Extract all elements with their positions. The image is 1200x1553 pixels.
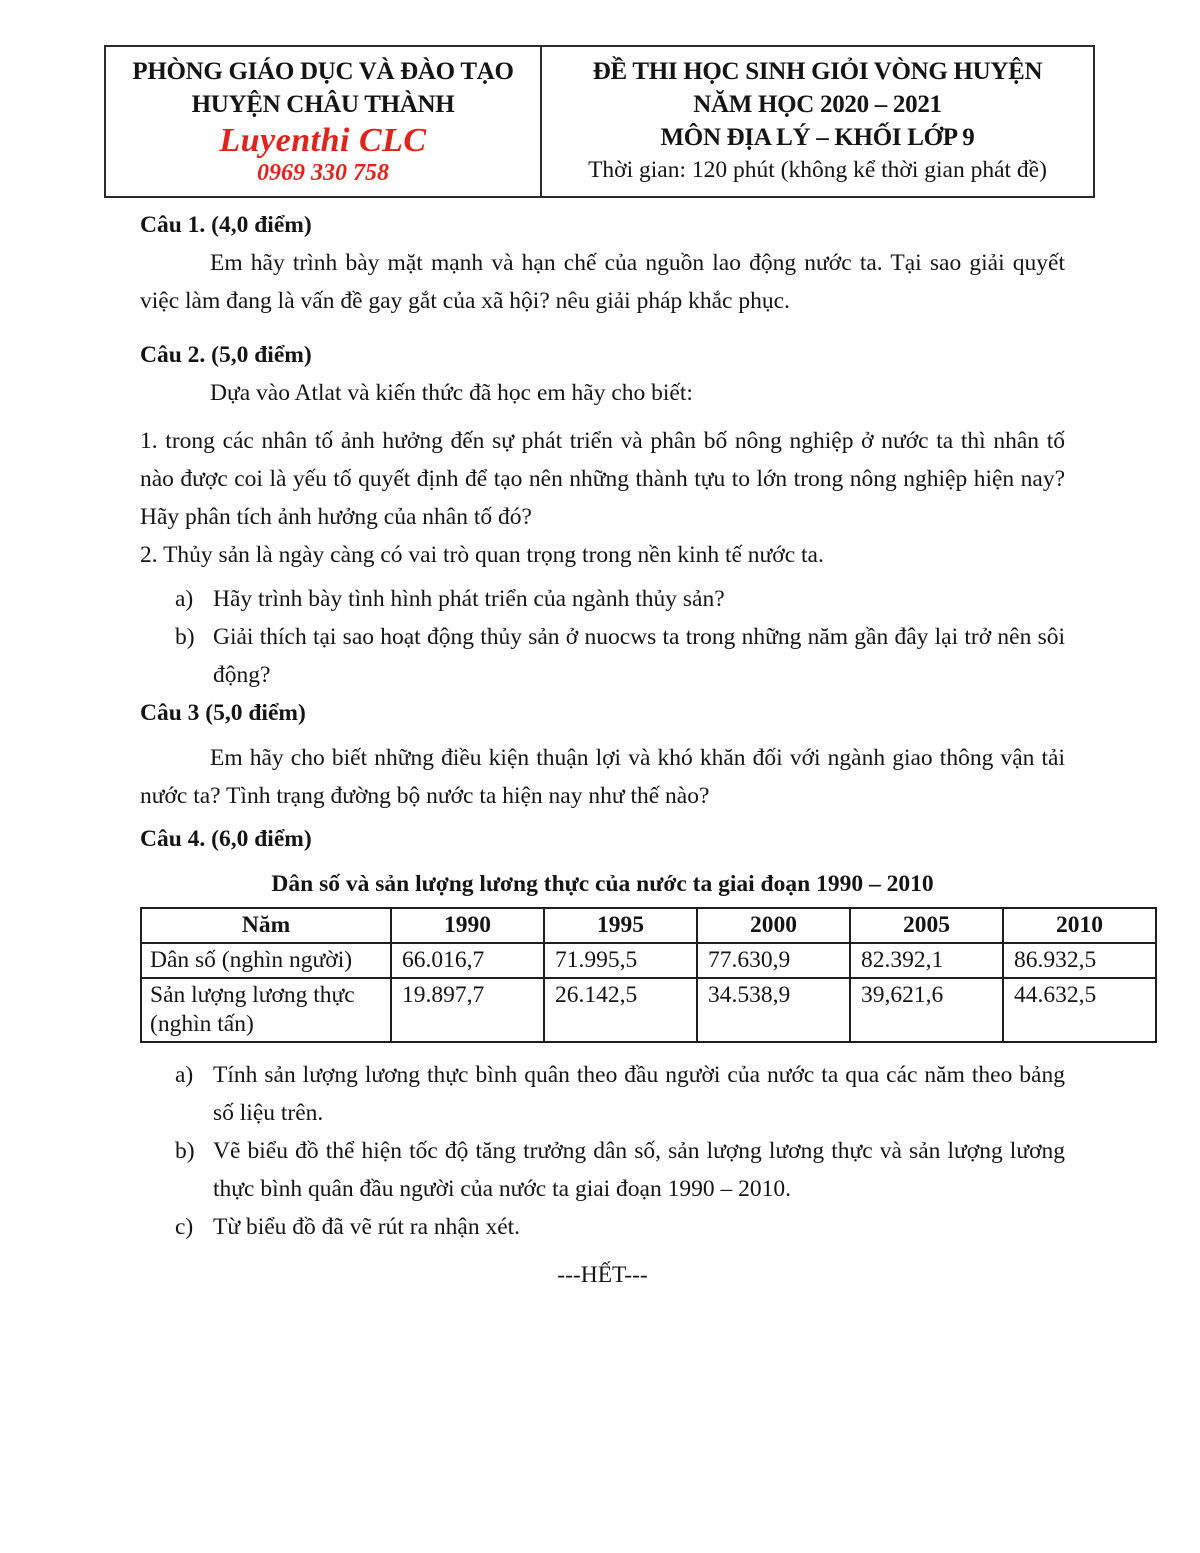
question4-sub-c-text: Từ biểu đồ đã vẽ rút ra nhận xét. <box>213 1214 521 1240</box>
question1-paragraph: Em hãy trình bày mặt mạnh và hạn chế của nguồn lao động nước ta. Tại sao giải quyết việc làm đang là vấn đề gay gắt của xã hội? nêu giải pháp khắc phục. <box>140 250 1065 314</box>
table-cell: 86.932,5 <box>1003 943 1156 978</box>
table-row-food-output <box>141 978 1156 1042</box>
list-label-b: b) <box>175 624 195 650</box>
table-cell: 34.538,9 <box>697 978 850 1042</box>
table-row-population <box>141 943 1156 978</box>
logo-phone-number: 0969 330 758 <box>257 160 389 186</box>
table-header-2005: 2005 <box>850 908 1003 943</box>
table-cell: 19.897,7 <box>391 978 544 1042</box>
list-label-b: b) <box>175 1138 195 1164</box>
table-cell: 71.995,5 <box>544 943 697 978</box>
table-cell: 39,621,6 <box>850 978 1003 1042</box>
table-header-2000: 2000 <box>697 908 850 943</box>
question2-intro: Dựa vào Atlat và kiến thức đã học em hãy cho biết: <box>210 380 693 406</box>
exam-body <box>140 206 1156 1294</box>
question2-sub-a <box>175 580 1065 618</box>
question2-item1: 1. trong các nhân tố ảnh hưởng đến sự phát triển và phân bố nông nghiệp ở nước ta thì nhân tố nào được coi là yếu tố quyết định để tạo nên những thành tựu to lớn trong nông nghiệp hiện nay? Hãy phân tích ảnh hưởng của nhân tố đó? <box>140 428 1065 530</box>
org-name-line1: PHÒNG GIÁO DỤC VÀ ĐÀO TẠO <box>132 58 514 85</box>
exam-title-line3: MÔN ĐỊA LÝ – KHỐI LỚP 9 <box>660 124 975 151</box>
table-header-row <box>141 908 1156 943</box>
question4-sub-c <box>175 1208 1065 1246</box>
end-of-exam-marker: ---HẾT--- <box>557 1262 648 1288</box>
row-label-food-output: Sản lượng lương thực (nghìn tấn) <box>141 978 391 1042</box>
exam-time-line: Thời gian: 120 phút (không kể thời gian phát đề) <box>588 157 1047 183</box>
table-cell: 66.016,7 <box>391 943 544 978</box>
table-header-1995: 1995 <box>544 908 697 943</box>
exam-title-line1: ĐỀ THI HỌC SINH GIỎI VÒNG HUYỆN <box>592 58 1043 85</box>
question2-sub-b-text: Giải thích tại sao hoạt động thủy sản ở nuocws ta trong những năm gần đây lại trở nên sôi động? <box>213 624 1065 688</box>
exam-title-line2: NĂM HỌC 2020 – 2021 <box>693 91 942 118</box>
question4-sub-b-text: Vẽ biểu đồ thể hiện tốc độ tăng trưởng dân số, sản lượng lương thực và sản lượng lương thực bình quân đầu người của nước ta giai đoạn 1990 – 2010. <box>213 1138 1065 1202</box>
question2-heading: Câu 2. (5,0 điểm) <box>140 342 312 368</box>
table-cell: 82.392,1 <box>850 943 1003 978</box>
question3-heading: Câu 3 (5,0 điểm) <box>140 700 306 726</box>
row-label-population: Dân số (nghìn người) <box>141 943 391 978</box>
question4-sub-b <box>175 1132 1065 1208</box>
table-header-2010: 2010 <box>1003 908 1156 943</box>
table-header-1990: 1990 <box>391 908 544 943</box>
list-label-a: a) <box>175 1062 194 1088</box>
exam-header-box <box>104 45 1095 198</box>
question4-heading: Câu 4. (6,0 điểm) <box>140 826 312 852</box>
question1-heading: Câu 1. (4,0 điểm) <box>140 212 312 238</box>
org-name-line2: HUYỆN CHÂU THÀNH <box>191 91 455 118</box>
question2-sub-b <box>175 618 1065 694</box>
question2-sub-a-text: Hãy trình bày tình hình phát triển của ngành thủy sản? <box>213 586 725 612</box>
table-cell: 44.632,5 <box>1003 978 1156 1042</box>
table-cell: 26.142,5 <box>544 978 697 1042</box>
question4-sub-a-text: Tính sản lượng lương thực bình quân theo đầu người của nước ta qua các năm theo bảng số liệu trên. <box>213 1062 1065 1126</box>
population-food-table <box>140 907 1157 1043</box>
list-label-c: c) <box>175 1214 194 1240</box>
question2-item2: 2. Thủy sản là ngày càng có vai trò quan trọng trong nền kinh tế nước ta. <box>140 542 824 568</box>
table-title: Dân số và sản lượng lương thực của nước ta giai đoạn 1990 – 2010 <box>271 871 934 897</box>
header-right-cell <box>542 47 1093 196</box>
table-cell: 77.630,9 <box>697 943 850 978</box>
list-label-a: a) <box>175 586 194 612</box>
table-header-year: Năm <box>141 908 391 943</box>
question4-sub-a <box>175 1056 1065 1132</box>
question3-paragraph: Em hãy cho biết những điều kiện thuận lợi và khó khăn đối với ngành giao thông vận tải nước ta? Tình trạng đường bộ nước ta hiện nay như thế nào? <box>140 745 1065 809</box>
logo-text: Luyenthi CLC <box>219 122 427 159</box>
header-left-cell <box>106 47 542 196</box>
